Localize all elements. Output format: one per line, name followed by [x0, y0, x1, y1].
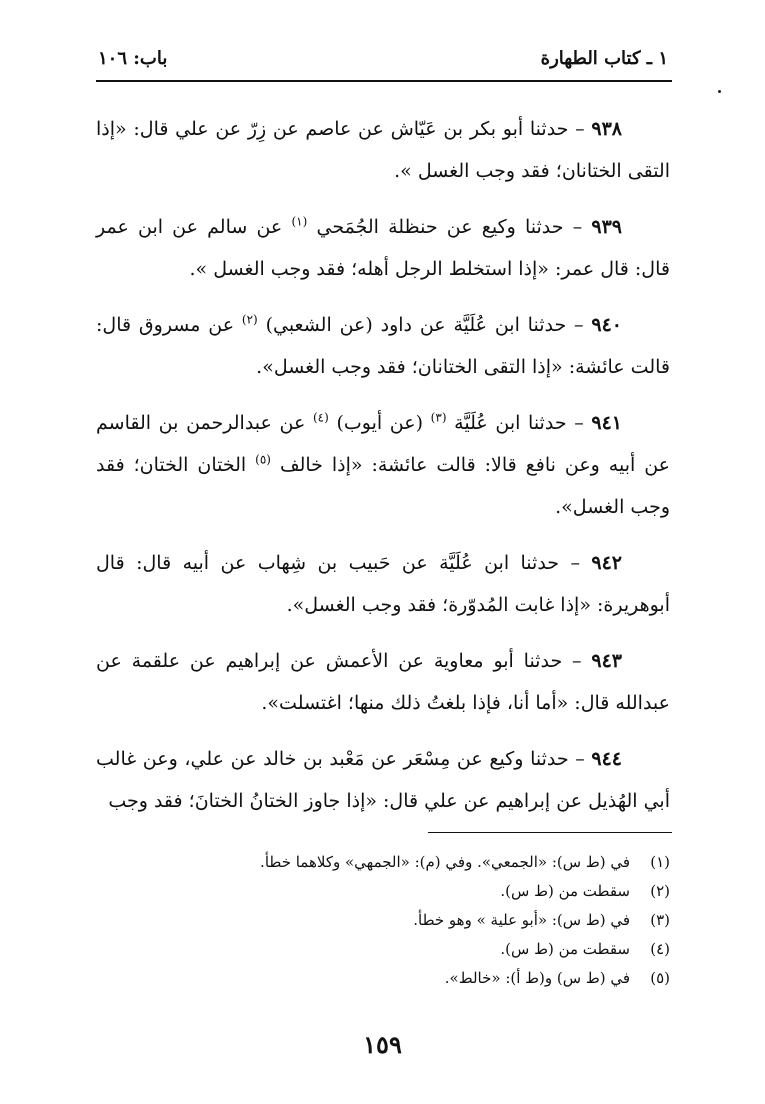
- hadith-text: الختان الختان؛ فقد وجب الغسل».: [96, 454, 670, 518]
- footnote-text: سقطت من (ط س).: [500, 882, 630, 900]
- hadith-940: [96, 304, 670, 388]
- hadith-text: عن مسروق قال: قالت عائشة: «إذا التقى الختانان؛ فقد وجب الغسل».: [96, 314, 670, 378]
- hadith-941: [96, 402, 670, 528]
- footnote-3: [96, 906, 670, 935]
- footnote-ref-1[interactable]: (١): [291, 214, 308, 229]
- hadith-number: ٩٤٢: [591, 552, 622, 574]
- hadith-text: – حدثنا أبو بكر بن عَيّاش عن عاصم عن زِرّ عن علي قال: «إذا التقى الختانان؛ فقد وجب الغسل ».: [96, 118, 670, 182]
- hadith-number: ٩٣٨: [591, 118, 622, 140]
- footnote-text: في (ط س): «الجمعي». وفي (م): «الجمهي» وكلاهما خطأ.: [260, 853, 630, 871]
- footnote-1: [96, 848, 670, 877]
- hadith-text: – حدثنا ابن عُلَيَّة عن حَبيب بن شِهاب عن أبيه قال: قال أبوهريرة: «إذا غابت المُدوّرة؛ فقد وجب الغسل».: [96, 552, 670, 616]
- footnote-number: (٤): [650, 940, 670, 958]
- footnote-number: (٣): [650, 911, 670, 929]
- header-divider: [96, 80, 672, 82]
- hadith-938: [96, 108, 670, 192]
- hadith-text: (عن أيوب): [336, 412, 424, 434]
- footnote-2: [96, 877, 670, 906]
- hadith-943: [96, 640, 670, 724]
- footnote-number: (٥): [650, 969, 670, 987]
- hadith-text: – حدثنا ابن عُلَيَّة: [454, 412, 584, 434]
- page-number: ١٥٩: [363, 1030, 402, 1059]
- chapter-title: ١ ـ كتاب الطهارة: [540, 48, 668, 69]
- hadith-number: ٩٤١: [591, 412, 622, 434]
- footnote-ref-2[interactable]: (٢): [241, 312, 258, 327]
- hadith-text: عن عبدالرحمن بن القاسم عن أبيه وعن نافع قالا: قالت عائشة: «إذا خالف: [96, 412, 670, 476]
- footnote-4: [96, 935, 670, 964]
- hadith-text: عن سالم عن ابن عمر قال: قال عمر: «إذا استخلط الرجل أهله؛ فقد وجب الغسل ».: [96, 216, 670, 280]
- footnotes: [96, 848, 670, 993]
- hadith-939: [96, 206, 670, 290]
- footnote-ref-4[interactable]: (٤): [312, 410, 329, 425]
- hadith-number: ٩٣٩: [591, 216, 623, 238]
- hadith-text: – حدثنا وكيع عن حنظلة الجُمَحي: [316, 216, 583, 238]
- footnote-ref-5[interactable]: (٥): [255, 452, 271, 467]
- ink-speck: [718, 90, 721, 93]
- hadith-number: ٩٤٤: [591, 748, 622, 770]
- hadith-text: – حدثنا ابن عُلَيَّة عن داود (عن الشعبي): [265, 314, 584, 336]
- hadith-text: – حدثنا أبو معاوية عن الأعمش عن إبراهيم عن علقمة عن عبدالله قال: «أما أنا، فإذا بلغتُ ذلك منها؛ اغتسلت».: [96, 650, 670, 714]
- footnote-number: (١): [650, 853, 670, 871]
- hadith-number: ٩٤٣: [591, 650, 622, 672]
- footnote-text: سقطت من (ط س).: [500, 940, 630, 958]
- footnote-divider: [428, 832, 672, 833]
- footnote-ref-3[interactable]: (٣): [430, 410, 447, 425]
- hadith-number: ٩٤٠: [591, 314, 623, 336]
- main-text: [96, 108, 670, 836]
- hadith-944: [96, 738, 670, 822]
- footnote-text: في (ط س): «أبو علية » وهو خطأ.: [413, 911, 630, 929]
- footnote-text: في (ط س) و(ط أ): «خالط».: [444, 969, 630, 987]
- footnote-number: (٢): [650, 882, 670, 900]
- footnote-5: [96, 964, 670, 993]
- hadith-text: – حدثنا وكيع عن مِسْعَر عن مَعْبد بن خالد عن علي، وعن غالب أبي الهُذيل عن إبراهيم عن علي قال: «إذا جاوز الختانُ الختانَ؛ فقد وجب: [96, 748, 670, 812]
- running-header: [96, 44, 670, 80]
- section-label: باب: ١٠٦: [98, 48, 168, 69]
- hadith-942: [96, 542, 670, 626]
